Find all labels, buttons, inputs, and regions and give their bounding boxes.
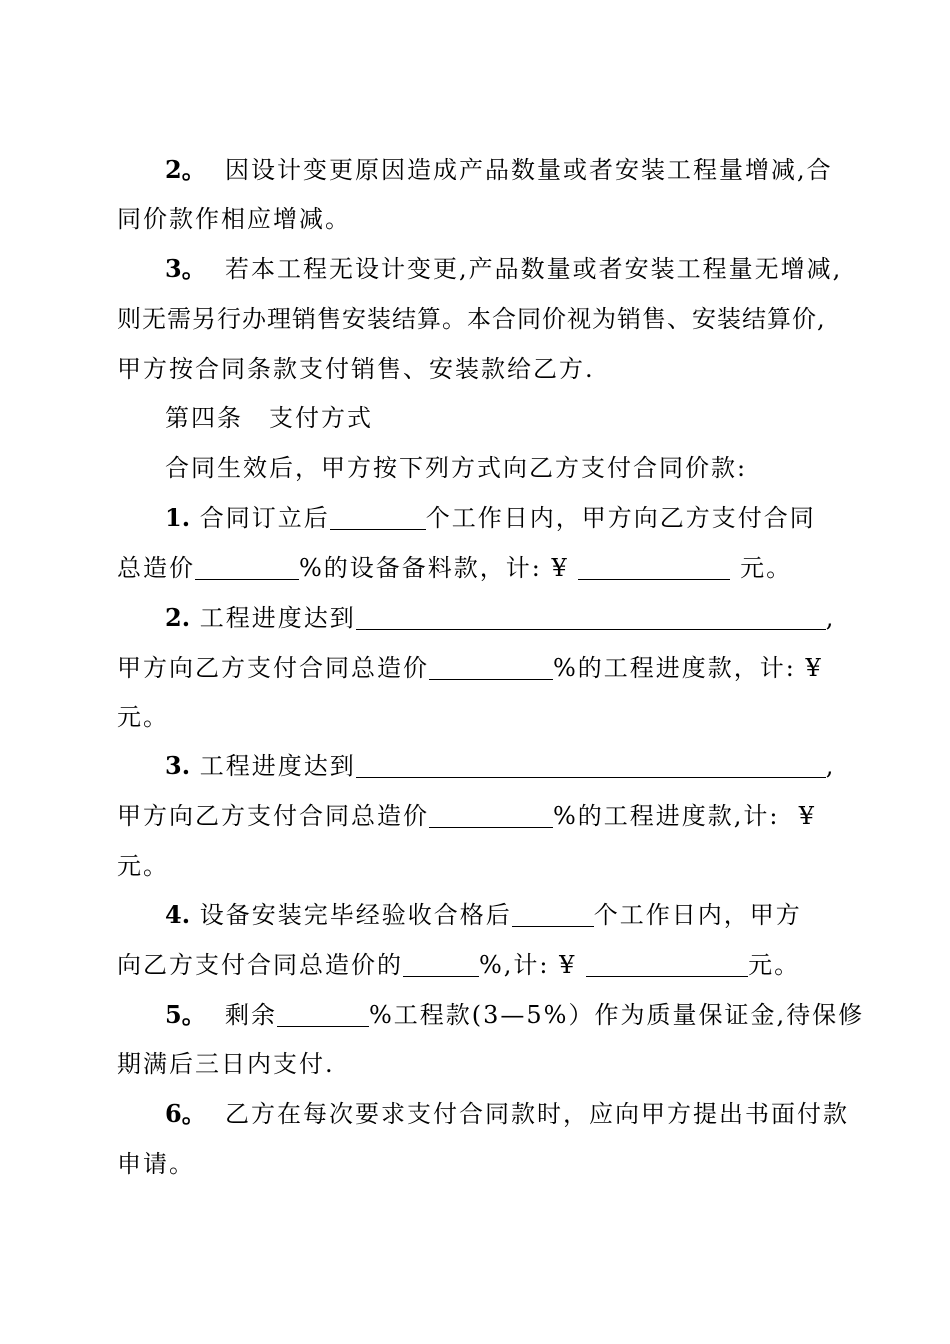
payment-text: 工程进度达到 bbox=[199, 752, 356, 780]
payment-text: , bbox=[825, 752, 836, 780]
payment-text: %,计: bbox=[479, 951, 550, 979]
payment-text: 元。 bbox=[117, 703, 169, 731]
payment-text: %的设备备料款，计: bbox=[299, 554, 542, 582]
clause-3-line-3 bbox=[117, 349, 595, 389]
payment-number: 1. bbox=[165, 503, 191, 532]
blank-field-amount[interactable] bbox=[586, 948, 748, 977]
clause-number: 2。 bbox=[165, 155, 206, 184]
payment-text: 乙方在每次要求支付合同款时，应向甲方提出书面付款 bbox=[224, 1100, 849, 1128]
clause-text: 若本工程无设计变更,产品数量或者安装工程量无增减, bbox=[224, 255, 843, 283]
payment-text: %工程款(3—5%）作为质量保证金,待保修 bbox=[368, 1001, 865, 1029]
payment-text: %的工程进度款，计: bbox=[553, 654, 796, 682]
article-intro: 合同生效后，甲方按下列方式向乙方支付合同价款: bbox=[165, 454, 748, 482]
payment-2-line-2 bbox=[117, 648, 823, 688]
payment-text: %的工程进度款,计: bbox=[553, 802, 780, 830]
payment-3-line-1 bbox=[165, 746, 835, 786]
payment-text: 个工作日内，甲方 bbox=[593, 901, 802, 929]
yen-sign: ¥ bbox=[559, 951, 577, 979]
payment-1-line-1 bbox=[165, 498, 816, 538]
blank-field-amount[interactable] bbox=[578, 551, 730, 580]
blank-field-days[interactable] bbox=[330, 501, 426, 530]
payment-text: 元。 bbox=[117, 852, 169, 880]
blank-field-progress[interactable] bbox=[356, 749, 826, 778]
yen-sign: ¥ bbox=[551, 554, 569, 582]
blank-field-percent[interactable] bbox=[429, 799, 553, 828]
clause-2-line-1 bbox=[165, 150, 833, 190]
blank-field-percent[interactable] bbox=[195, 551, 299, 580]
payment-text: 个工作日内，甲方向乙方支付合同 bbox=[425, 504, 816, 532]
blank-field-percent[interactable] bbox=[429, 651, 553, 680]
payment-text: 剩余 bbox=[224, 1001, 277, 1029]
yen-sign: ¥ bbox=[805, 654, 823, 682]
payment-text: 设备安装完毕经验收合格后 bbox=[199, 901, 512, 929]
article-title: 第四条 支付方式 bbox=[165, 404, 373, 432]
article-4-intro bbox=[165, 448, 747, 488]
payment-number: 5。 bbox=[165, 1000, 206, 1029]
payment-2-line-1 bbox=[165, 598, 835, 638]
clause-text: 同价款作相应增减。 bbox=[117, 205, 351, 233]
yen-sign: ¥ bbox=[798, 802, 817, 830]
payment-text: 工程进度达到 bbox=[199, 604, 356, 632]
payment-number: 4. bbox=[165, 900, 191, 929]
payment-4-line-2 bbox=[117, 945, 800, 985]
payment-text: 向乙方支付合同总造价的 bbox=[117, 951, 403, 979]
payment-3-line-3 bbox=[117, 846, 169, 886]
clause-number: 3。 bbox=[165, 254, 206, 283]
blank-field-percent[interactable] bbox=[403, 948, 479, 977]
payment-5-line-1 bbox=[165, 995, 864, 1035]
clause-text: 则无需另行办理销售安装结算。本合同价视为销售、安装结算价, bbox=[117, 305, 826, 333]
clause-text: 甲方按合同条款支付销售、安装款给乙方. bbox=[117, 355, 595, 383]
payment-number: 2. bbox=[165, 603, 191, 632]
payment-6-line-2 bbox=[117, 1144, 195, 1184]
payment-text: 元。 bbox=[740, 554, 793, 582]
clause-3-line-1 bbox=[165, 249, 842, 289]
payment-5-line-2 bbox=[117, 1044, 335, 1084]
payment-text: 甲方向乙方支付合同总造价 bbox=[117, 654, 429, 682]
blank-field-days[interactable] bbox=[512, 898, 594, 927]
article-4-heading bbox=[165, 398, 373, 438]
clause-text: 因设计变更原因造成产品数量或者安装工程量增减,合 bbox=[224, 156, 833, 184]
payment-number: 6。 bbox=[165, 1099, 206, 1128]
payment-6-line-1 bbox=[165, 1094, 849, 1134]
payment-2-line-3 bbox=[117, 697, 169, 737]
payment-text: , bbox=[825, 604, 836, 632]
payment-text: 总造价 bbox=[117, 554, 195, 582]
payment-text: 甲方向乙方支付合同总造价 bbox=[117, 802, 429, 830]
payment-text: 元。 bbox=[748, 951, 801, 979]
blank-field-percent[interactable] bbox=[277, 998, 369, 1027]
payment-1-line-2 bbox=[117, 548, 792, 588]
payment-text: 申请。 bbox=[117, 1150, 195, 1178]
blank-field-progress[interactable] bbox=[356, 601, 826, 630]
payment-text: 合同订立后 bbox=[199, 504, 330, 532]
payment-text: 期满后三日内支付. bbox=[117, 1050, 335, 1078]
clause-3-line-2 bbox=[117, 299, 826, 339]
payment-number: 3. bbox=[165, 751, 191, 780]
clause-2-line-2 bbox=[117, 199, 351, 239]
payment-3-line-2 bbox=[117, 796, 816, 836]
payment-4-line-1 bbox=[165, 895, 802, 935]
